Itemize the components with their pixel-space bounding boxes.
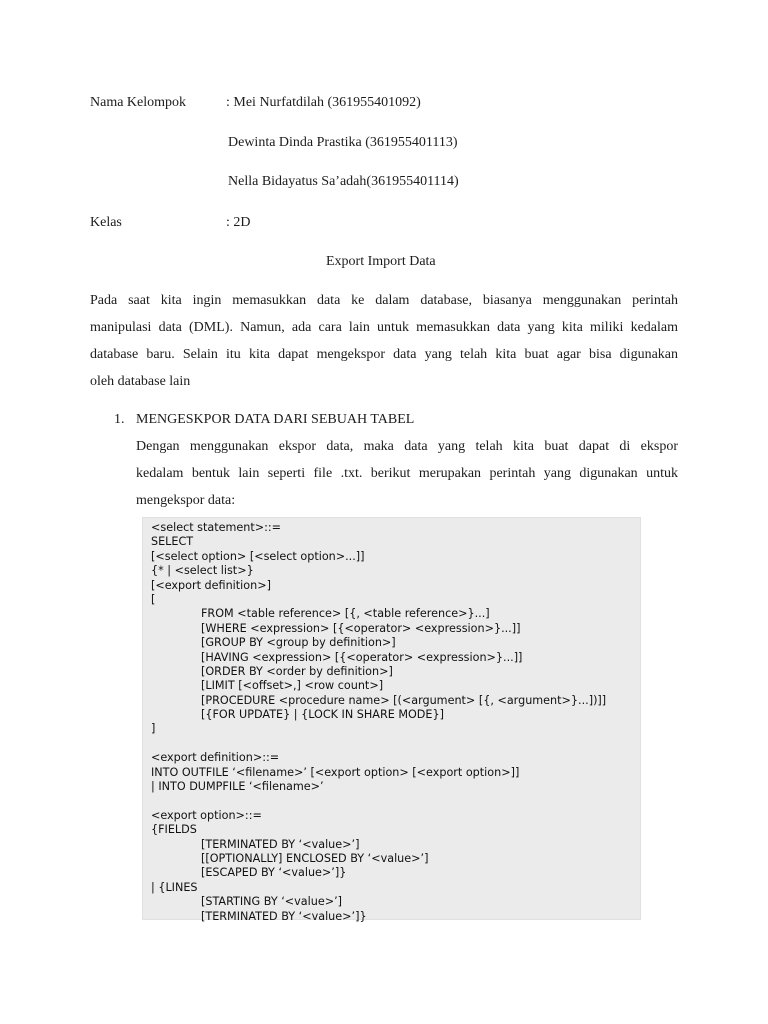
code-line: SELECT [151, 535, 194, 549]
section-number: 1. [114, 412, 125, 427]
group-member-1: : Mei Nurfatdilah (361955401092) [226, 95, 421, 110]
intro-line: database baru. Selain itu kita dapat mengekspor data yang telah kita buat agar bisa digunakan [90, 347, 678, 362]
code-line: <select statement>::= [151, 521, 282, 534]
section-line: kedalam bentuk lain seperti file .txt. berikut merupakan perintah yang digunakan untuk [136, 466, 678, 481]
code-line: [ORDER BY <order by definition>] [201, 664, 393, 678]
section-heading: MENGESKPOR DATA DARI SEBUAH TABEL [136, 412, 415, 427]
code-line: [ESCAPED BY ‘<value>’]} [201, 866, 347, 880]
syntax-code-lines [151, 521, 606, 924]
code-line: [STARTING BY ‘<value>’] [201, 895, 343, 909]
code-line: [TERMINATED BY ‘<value>’] [201, 837, 360, 851]
code-line: [WHERE <expression> [{<operator> <expression>}...]] [201, 621, 521, 635]
code-line: <export definition>::= [151, 751, 280, 765]
code-line: FROM <table reference> [{, <table reference>}...] [201, 607, 490, 621]
intro-line: manipulasi data (DML). Namun, ada cara lain untuk memasukkan data yang kita miliki kedalam [90, 320, 678, 335]
code-line: ] [151, 722, 156, 736]
code-line: [ [151, 592, 156, 606]
code-line: <export option>::= [151, 808, 262, 822]
code-line: | INTO DUMPFILE ‘<filename>’ [151, 780, 324, 794]
code-line: | {LINES [151, 880, 198, 894]
group-member-2: Dewinta Dinda Prastika (361955401113) [228, 135, 458, 150]
code-line [151, 737, 606, 751]
class-value: : 2D [226, 215, 251, 230]
section-paragraph [136, 433, 678, 514]
intro-line: Pada saat kita ingin memasukkan data ke dalam database, biasanya menggunakan perintah [90, 293, 678, 308]
code-line [151, 794, 606, 808]
section-line: mengekspor data: [136, 493, 236, 508]
code-line: [<export definition>] [151, 578, 271, 592]
group-label: Nama Kelompok [90, 95, 187, 110]
code-line: [HAVING <expression> [{<operator> <expression>}...]] [201, 650, 523, 664]
code-line: [<select option> [<select option>...]] [151, 549, 365, 563]
class-label: Kelas [90, 215, 122, 230]
document-title: Export Import Data [326, 254, 436, 269]
code-line: [GROUP BY <group by definition>] [201, 636, 396, 650]
code-line: {FIELDS [151, 823, 197, 837]
syntax-code-box [142, 517, 641, 923]
group-member-3: Nella Bidayatus Sa’adah(361955401114) [228, 174, 459, 189]
code-line: [[OPTIONALLY] ENCLOSED BY ‘<value>’] [201, 851, 429, 865]
code-line: [LIMIT [<offset>,] <row count>] [201, 679, 384, 693]
code-line: [PROCEDURE <procedure name> [(<argument> [{, <argument>}...])]] [201, 693, 607, 707]
intro-paragraph [90, 287, 678, 395]
code-line: {* | <select list>} [151, 564, 254, 578]
code-line: [{FOR UPDATE} | {LOCK IN SHARE MODE}] [201, 708, 444, 722]
section-line: Dengan menggunakan ekspor data, maka data yang telah kita buat dapat di ekspor [136, 439, 678, 454]
intro-line: oleh database lain [90, 374, 191, 389]
code-line: [TERMINATED BY ‘<value>’]} [201, 909, 367, 923]
code-line: INTO OUTFILE ‘<filename>’ [<export option> [<export option>]] [151, 765, 520, 779]
